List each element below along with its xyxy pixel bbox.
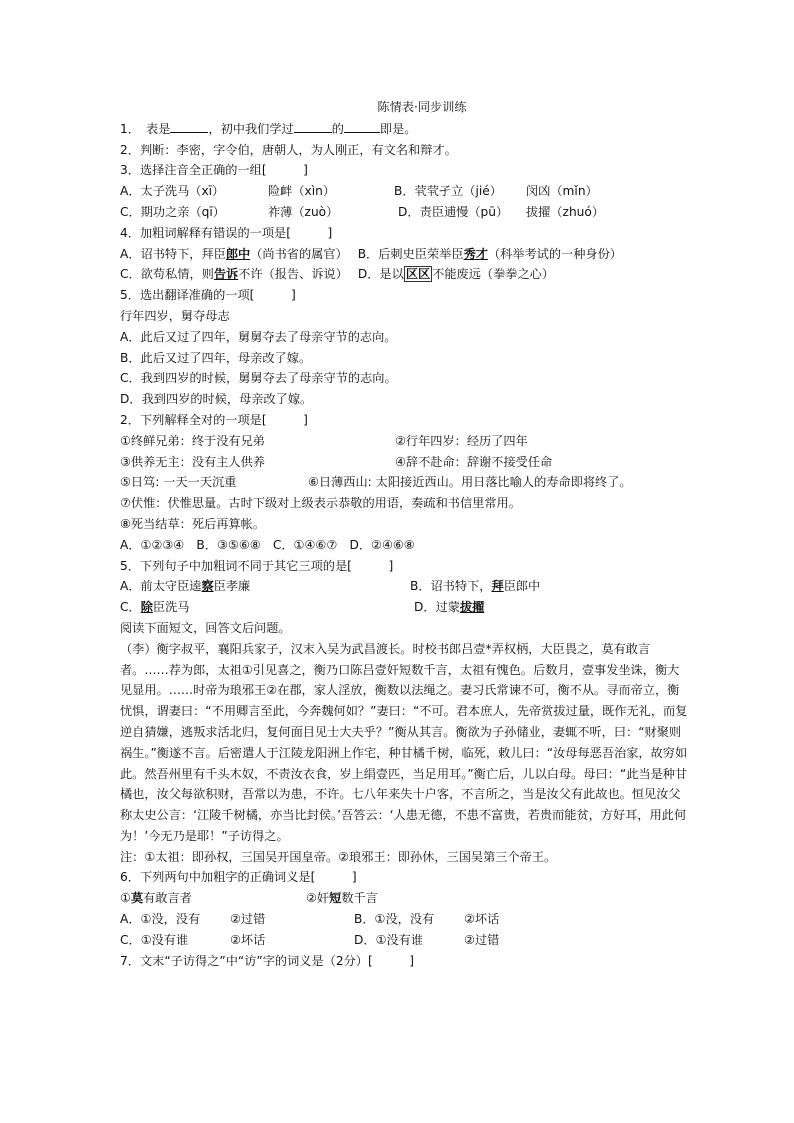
option-c[interactable]: C．期功之亲（qī） — [120, 204, 225, 219]
question-5b-stem: 5．下列句子中加粗词不同于其它三项的是[ ] — [120, 558, 394, 573]
answer-blank[interactable] — [170, 118, 208, 133]
reading-notes: 注：①太祖：即孙权，三国吴开国皇帝。②琅邪王：即孙休，三国吴第三个帝王。 — [120, 849, 557, 864]
question-2b-options[interactable]: A．①②③④ B．③⑤⑥⑧ C．①④⑥⑦ D．②④⑥⑧ — [120, 537, 415, 552]
question-2b-items: ③供养无主：没有主人供养 ④辞不赴命：辞谢不接受任命 — [120, 454, 553, 469]
question-1: 1． 表是 ，初中我们学过 的 即是。 — [120, 118, 690, 140]
option-d[interactable]: D．过蒙拔擢 — [414, 600, 485, 615]
option-b[interactable]: B．此后又过了四年，母亲改了嫁。 — [120, 350, 312, 365]
reading-passage: （李）衡字叔平，襄阳兵家子，汉末入吴为武昌渡长。时校书郎吕壹*弄权柄，大臣畏之，莫有敢言者。……荐为郎，太祖①引见喜之，衡乃口陈吕壹奸短数千言，太祖有愧色。后数月，壹事发坐诛，衡大见显用。……时帝为琅邪王②在郡，家人淫放，衡数以法绳之。妻习氏常谏不可，衡不从。寻而帝立，衡忧惧，谓妻曰：“不用卿言至此，今奔魏何如？”妻曰：“不可。君本庶人，先帝赏拔过量，既作无礼，而复逆自猜嫌，逃叛求活北归，复何面目见士大夫乎？”衡从其言。衡欲为子孙储业，妻辄不听，曰：“财聚则祸生。”衡遂不言。后密遣人于江陵龙阳洲上作宅，种甘橘千树，临死，敕儿曰：“汝母每恶吾治家，故穷如此。然吾州里有千头木奴，不责汝衣食，岁上绢壹匹，当足用耳。”衡亡后，儿以白母。母曰：“此当是种甘橘也，汝父每欲积财，吾常以为患，不许。七八年来失十户客，不言所之，当是汝父有此故也。恒见汝父称太史公言：‘江陵千树橘，亦当比封侯。’吾答云：‘人患无德，不患不富贵，若贵而能贫，方好耳，用此何为！’今无乃是耶！”子访得之。 — [120, 641, 688, 843]
option-c[interactable]: C．①没有谁 — [120, 932, 189, 947]
question-6-stem: 6．下列两句中加粗字的正确词义是[ ] — [120, 870, 357, 885]
option-a[interactable]: A．诏书特下，拜臣郎中（尚书省的属官） — [120, 246, 342, 261]
option-a[interactable]: A．前太守臣逵察臣孝廉 — [120, 579, 251, 594]
question-5-stem: 5．选出翻译准确的一项[ ] — [120, 288, 296, 303]
page-title: 陈情表·同步训练 — [377, 100, 467, 114]
option-d[interactable]: D．①没有谁 — [354, 932, 424, 947]
option-d[interactable]: D．责臣逋慢（pū） — [398, 204, 509, 219]
question-2: 2．判断：李密，字令伯，唐朝人，为人刚正，有文名和辩才。 — [120, 142, 457, 157]
question-6-options-ab: A．①没，没有 ②过错 B．①没，没有 ②坏话 — [120, 909, 690, 930]
option-d[interactable]: D．我到四岁的时候，母亲改了嫁。 — [120, 392, 313, 407]
question-2b-items: ①终鲜兄弟：终于没有兄弟 ②行年四岁：经历了四年 — [120, 433, 528, 448]
question-4-options-ab — [120, 244, 690, 265]
answer-blank[interactable] — [294, 118, 332, 133]
question-7: 7．文末“子访得之”中“访”字的词义是（2分）[ ] — [120, 953, 415, 968]
question-4-stem: 4．加粗词解释有错误的一项是[ ] — [120, 225, 333, 240]
question-3-stem: 3．选择注音全正确的一组[ ] — [120, 163, 308, 178]
option-b[interactable]: B．诏书特下，拜臣郎中 — [410, 579, 541, 594]
option-c[interactable]: C．我到四岁的时候，舅舅夺去了母亲守节的志向。 — [120, 371, 397, 386]
question-6-options-cd: C．①没有谁 ②坏话 D．①没有谁 ②过错 — [120, 930, 690, 951]
question-2b-stem: 2．下列解释全对的一项是[ ] — [120, 412, 308, 427]
option-a[interactable]: A．此后又过了四年，舅舅夺去了母亲守节的志向。 — [120, 329, 397, 344]
option-a[interactable]: A．太子洗马（xī） — [120, 184, 225, 199]
option-b[interactable]: B．①没，没有 — [354, 912, 435, 927]
question-4-options-cd — [120, 264, 690, 285]
option-b[interactable]: B．茕茕孑立（jié） — [394, 184, 502, 199]
question-5b-options-cd — [120, 597, 690, 618]
reading-intro: 阅读下面短文，回答文后问题。 — [120, 620, 291, 635]
option-d[interactable]: D．是以 区区 不能废远（拳拳之心） — [357, 267, 555, 282]
option-b[interactable]: B．后刺史臣荣举臣秀才（科举考试的一种身份） — [357, 246, 622, 261]
option-c[interactable]: C．欲苟私情，则告诉不许（报告、诉说） — [120, 267, 342, 282]
question-5b-options-ab — [120, 576, 690, 597]
answer-blank[interactable] — [344, 118, 380, 133]
question-2b-items: ⑤日笃: 一天一天沉重 ⑥日薄西山: 太阳接近西山。用日落比喻人的寿命即将终了。 — [120, 475, 632, 490]
option-c[interactable]: C．除臣洗马 — [120, 600, 190, 615]
question-2b-item: ⑧死当结草：死后再算帐。 — [120, 516, 265, 531]
question-3-options-cd: C．期功之亲（qī） 祚薄（zuò） D．责臣逋慢（pū） 拔擢（zhuó） — [120, 202, 690, 223]
option-a[interactable]: A．①没，没有 — [120, 912, 201, 927]
question-5-source: 行年四岁，舅夺母志 — [120, 308, 230, 323]
question-3-options-ab: A．太子洗马（xī） 险衅（xìn） B．茕茕孑立（jié） 闵凶（mǐn） — [120, 181, 690, 202]
question-6-sentences: ①莫有敢言者 ②奸短数千言 — [120, 891, 378, 906]
question-2b-item: ⑦伏惟：伏惟思量。古时下级对上级表示恭敬的用语，奏疏和书信里常用。 — [120, 496, 521, 511]
document-body — [120, 97, 690, 971]
